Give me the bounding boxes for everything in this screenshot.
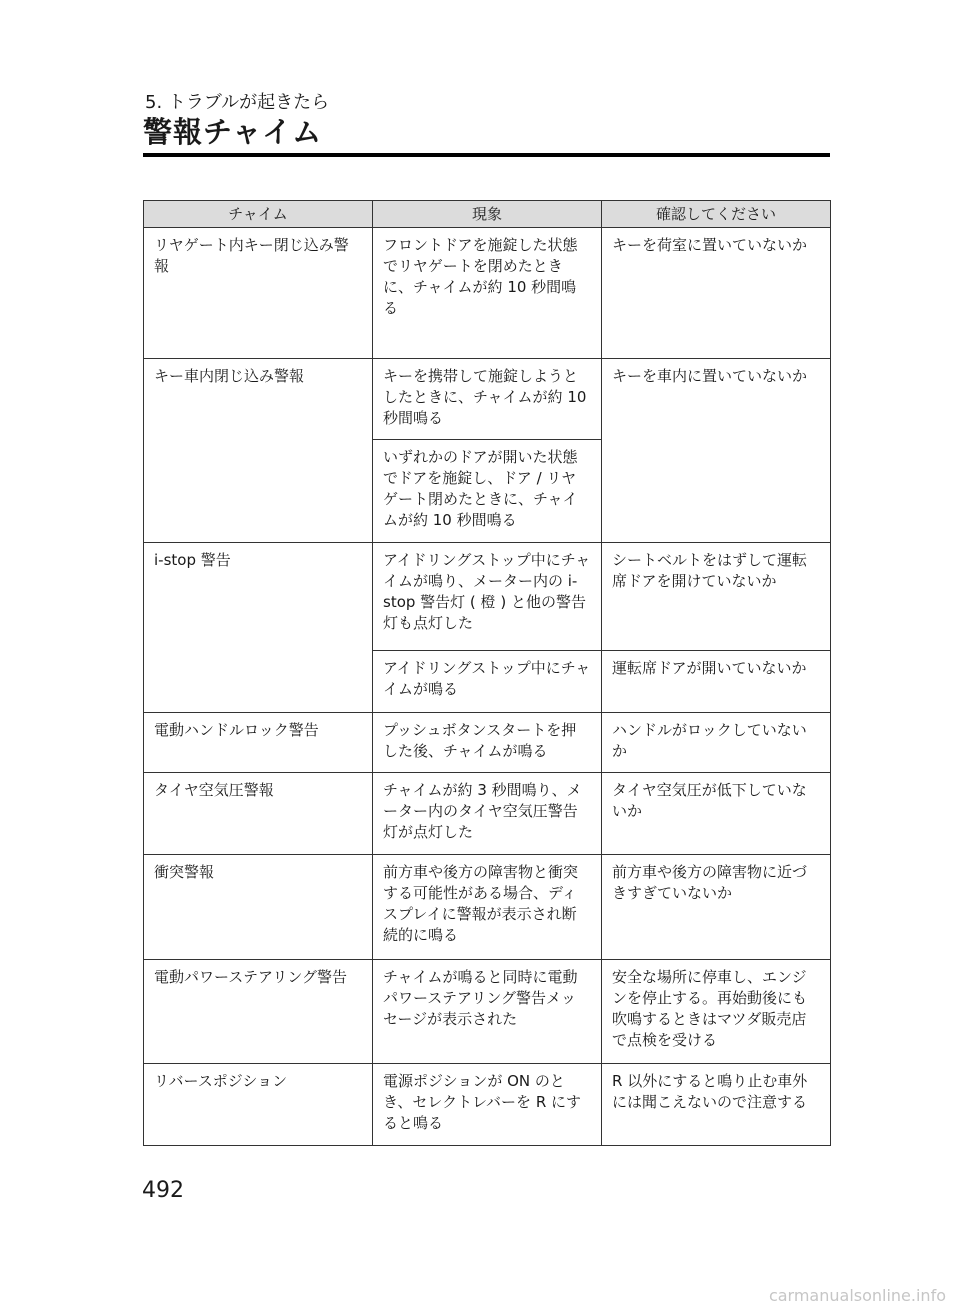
page-title: 警報チャイム [143, 115, 323, 149]
chime-name: リヤゲート内キー閉じ込み警報 [144, 228, 373, 359]
chime-name: 電動パワーステアリング警告 [144, 960, 373, 1064]
table-row [144, 359, 831, 440]
table-row [144, 543, 831, 651]
symptom-cell: キーを携帯して施錠しようとしたときに、チャイムが約 10 秒間鳴る [373, 359, 602, 440]
symptom-cell: プッシュボタンスタートを押した後、チャイムが鳴る [373, 713, 602, 773]
table-row [144, 773, 831, 855]
table-row [144, 713, 831, 773]
page-number: 492 [142, 1178, 184, 1203]
symptom-cell: チャイムが鳴ると同時に電動パワーステアリング警告メッセージが表示された [373, 960, 602, 1064]
symptom-cell: チャイムが約 3 秒間鳴り、メーター内のタイヤ空気圧警告灯が点灯した [373, 773, 602, 855]
chime-name: キー車内閉じ込み警報 [144, 359, 373, 543]
watermark: carmanualsonline.info [768, 1286, 946, 1305]
table-row [144, 960, 831, 1064]
column-header-check: 確認してください [602, 201, 831, 228]
chime-table [143, 200, 831, 1146]
chime-name: タイヤ空気圧警報 [144, 773, 373, 855]
chime-name: i-stop 警告 [144, 543, 373, 713]
check-cell: シートベルトをはずして運転席ドアを開けていないか [602, 543, 831, 651]
check-cell: キーを荷室に置いていないか [602, 228, 831, 359]
symptom-cell: アイドリングストップ中にチャイムが鳴る [373, 651, 602, 713]
check-cell: キーを車内に置いていないか [602, 359, 831, 543]
table-row [144, 855, 831, 960]
check-cell: ハンドルがロックしていないか [602, 713, 831, 773]
symptom-cell: いずれかのドアが開いた状態でドアを施錠し、ドア / リヤゲート閉めたときに、チャイムが約 10 秒間鳴る [373, 440, 602, 543]
column-header-symptom: 現象 [373, 201, 602, 228]
check-cell: 安全な場所に停車し、エンジンを停止する。再始動後にも吹鳴するときはマツダ販売店で点検を受ける [602, 960, 831, 1064]
check-cell: タイヤ空気圧が低下していないか [602, 773, 831, 855]
symptom-cell: アイドリングストップ中にチャイムが鳴り、メーター内の i-stop 警告灯 ( 橙 ) と他の警告灯も点灯した [373, 543, 602, 651]
table-header-row [144, 201, 831, 228]
symptom-cell: フロントドアを施錠した状態でリヤゲートを閉めたときに、チャイムが約 10 秒間鳴る [373, 228, 602, 359]
table-row [144, 1064, 831, 1146]
column-header-chime: チャイム [144, 201, 373, 228]
table-row [144, 228, 831, 359]
symptom-cell: 電源ポジションが ON のとき、セレクトレバーを R にすると鳴る [373, 1064, 602, 1146]
chime-name: リバースポジション [144, 1064, 373, 1146]
section-label: 5. トラブルが起きたら [145, 92, 330, 113]
symptom-cell: 前方車や後方の障害物と衝突する可能性がある場合、ディスプレイに警報が表示され断続的に鳴る [373, 855, 602, 960]
check-cell: 運転席ドアが開いていないか [602, 651, 831, 713]
check-cell: 前方車や後方の障害物に近づきすぎていないか [602, 855, 831, 960]
title-rule [143, 153, 830, 157]
chime-name: 衝突警報 [144, 855, 373, 960]
check-cell: R 以外にすると鳴り止む車外には聞こえないので注意する [602, 1064, 831, 1146]
chime-name: 電動ハンドルロック警告 [144, 713, 373, 773]
